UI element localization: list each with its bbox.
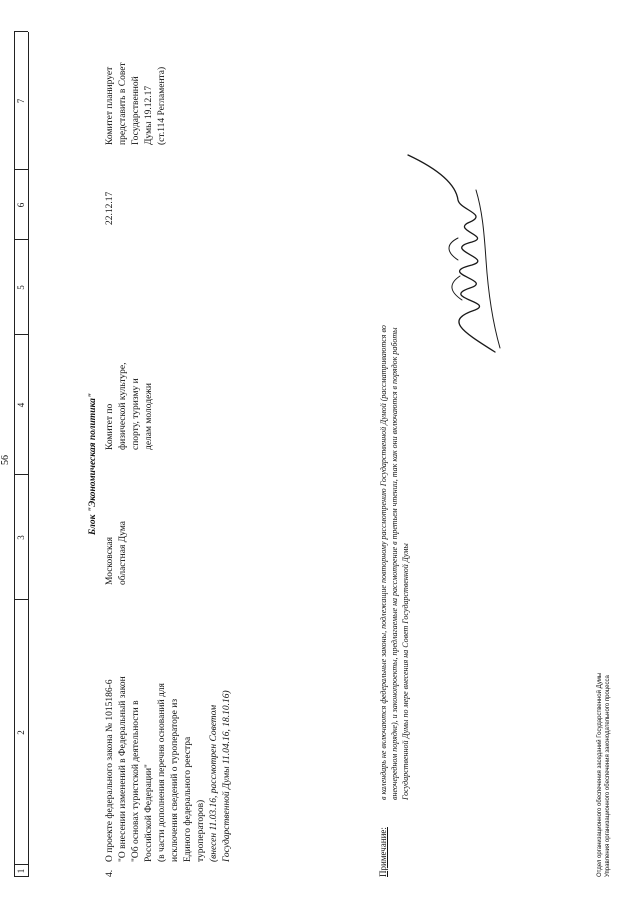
row-number: 4. — [105, 869, 115, 877]
initiator — [104, 485, 130, 585]
committee-line: делам молодежи — [144, 383, 154, 450]
remark-line: представить в Совет — [118, 62, 128, 145]
description-line: "О внесении изменений в Федеральный закон — [118, 676, 128, 862]
column-number: 4 — [16, 402, 26, 408]
description-line: "Об основах туристской деятельности в — [131, 700, 141, 862]
committee-line: физической культуре, — [118, 362, 128, 450]
column-number: 7 — [16, 98, 26, 104]
description-line: О проекте федерального закона № 1015186-6 — [105, 679, 115, 862]
description-line: Единого федерального реестра — [183, 736, 193, 862]
committee-line: Комитет по — [105, 403, 115, 450]
note-line: внеочередном порядке), и законопроекты, предлагаемые на рассмотрение в третьем чтении, так как они включаются в порядок работы — [390, 327, 399, 800]
submission-history-line: Государственной Думы 11.04.16, 18.10.16) — [222, 690, 232, 862]
description-line: Российской Федерации" — [144, 764, 154, 862]
bill-description — [104, 622, 234, 862]
initiator-line: Московская — [105, 536, 115, 585]
remark-line: (ст.114 Регламента) — [157, 66, 167, 145]
footer — [596, 673, 612, 877]
description-line: туроператоров) — [196, 799, 206, 862]
footer-line: Отдел организационного обеспечения заседаний Государственной Думы — [597, 672, 603, 877]
handwritten-signature — [400, 150, 520, 360]
initiator-line: областная Дума — [118, 521, 128, 585]
responsible-committee — [104, 320, 156, 450]
column-number: 5 — [16, 285, 26, 290]
description-line: исключения сведений о туроператоре из — [170, 698, 180, 862]
note-label: Примечание: — [378, 827, 388, 877]
note-line: Государственной Думы по мере внесения на Совет Государственной Думы — [401, 543, 410, 800]
column-number: 2 — [16, 730, 26, 735]
scheduled-date: 22.12.17 — [105, 191, 115, 225]
column-number: 6 — [16, 202, 26, 208]
remark-line: Думы 19.12.17 — [144, 85, 154, 145]
page-number: 56 — [0, 455, 11, 465]
note-line: в календарь не включаются федеральные законы, подлежащие повторному рассмотрению Государственной Думой (рассматриваются во — [379, 325, 388, 800]
remark-line: Комитет планирует — [105, 66, 115, 145]
header-bottom-rule — [28, 32, 29, 877]
block-title: Блок "Экономическая политика" — [88, 392, 98, 535]
committee-line: спорту, туризму и — [131, 378, 141, 450]
column-number: 3 — [16, 535, 26, 540]
remark-line: Государственной — [131, 76, 141, 145]
committee-remark — [104, 45, 169, 145]
submission-history-line: (внесен 11.03.16, рассмотрен Советом — [209, 704, 219, 862]
column-number: 1 — [16, 868, 26, 874]
footer-line: Управления организационного обеспечения законодательного процесса — [605, 675, 611, 877]
description-line: (в части дополнения перечня оснований для — [157, 683, 167, 862]
